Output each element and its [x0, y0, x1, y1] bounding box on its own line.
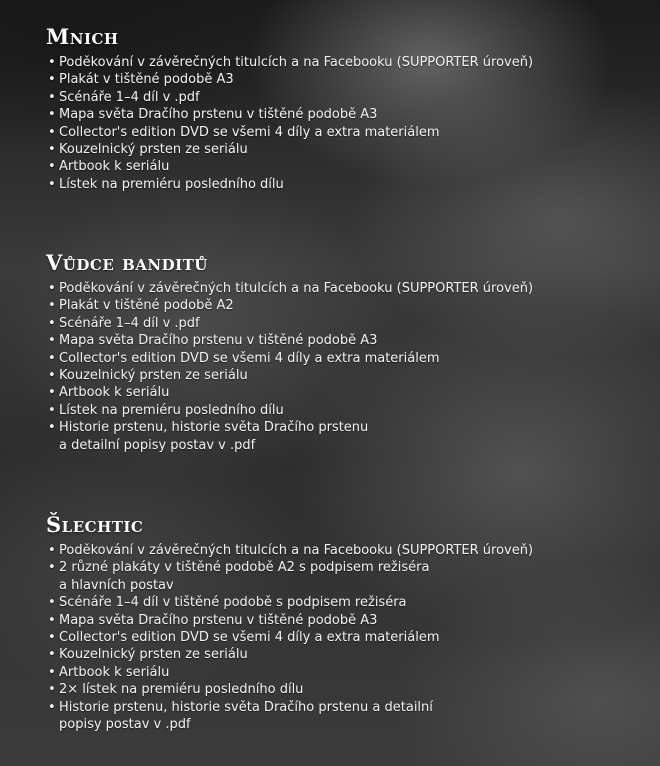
- list-item: [46, 297, 646, 314]
- perk-text: Historie prstenu, historie světa Dračího prstenu a detailní popisy postav v .pdf: [59, 699, 433, 733]
- bullet-icon: •: [48, 124, 56, 140]
- list-item: [46, 664, 646, 681]
- bullet-icon: •: [48, 402, 56, 418]
- list-item: [46, 681, 646, 698]
- perk-list: [46, 54, 646, 193]
- list-item: [46, 419, 646, 454]
- bullet-icon: •: [48, 647, 56, 663]
- list-item: [46, 402, 646, 419]
- perk-list: [46, 280, 646, 454]
- list-item: [46, 629, 646, 646]
- list-item: [46, 646, 646, 663]
- perk-text: Scénáře 1–4 díl v tištěné podobě s podpisem režiséra: [59, 595, 407, 611]
- list-item: [46, 71, 646, 88]
- bullet-icon: •: [48, 630, 56, 646]
- bullet-icon: •: [48, 350, 56, 366]
- list-item: [46, 158, 646, 175]
- perk-text: Collector's edition DVD se všemi 4 díly a extra materiálem: [59, 124, 440, 140]
- perk-text: Mapa světa Dračího prstenu v tištěné podobě A3: [59, 612, 378, 628]
- bullet-icon: •: [48, 298, 56, 314]
- perk-text: Poděkování v závěrečných titulcích a na Facebooku (SUPPORTER úroveň): [59, 55, 534, 70]
- bullet-icon: •: [48, 333, 56, 349]
- perk-text: Lístek na premiéru posledního dílu: [59, 402, 284, 418]
- perk-text: Collector's edition DVD se všemi 4 díly a extra materiálem: [59, 350, 440, 366]
- tier-title: Vůdce banditů: [46, 250, 208, 275]
- bullet-icon: •: [48, 543, 56, 558]
- perk-text: Kouzelnický prsten ze seriálu: [59, 142, 248, 158]
- bullet-icon: •: [48, 159, 56, 175]
- tier-vudce-banditu: [46, 250, 646, 454]
- list-item: [46, 384, 646, 401]
- perk-text: Mapa světa Dračího prstenu v tištěné podobě A3: [59, 333, 378, 349]
- perk-text: Collector's edition DVD se všemi 4 díly a extra materiálem: [59, 630, 440, 646]
- bullet-icon: •: [48, 315, 56, 331]
- list-item: [46, 332, 646, 349]
- perk-text: Kouzelnický prsten ze seriálu: [59, 647, 248, 663]
- list-item: [46, 612, 646, 629]
- bullet-icon: •: [48, 595, 56, 611]
- bullet-icon: •: [48, 664, 56, 680]
- bullet-icon: •: [48, 142, 56, 158]
- tier-title: Šlechtic: [46, 512, 144, 537]
- perk-text: 2× lístek na premiéru posledního dílu: [59, 682, 304, 698]
- perk-text: Historie prstenu, historie světa Dračího prstenu a detailní popisy postav v .pdf: [59, 420, 369, 453]
- bullet-icon: •: [48, 281, 56, 296]
- tier-slechtic: [46, 512, 646, 733]
- bullet-icon: •: [48, 420, 56, 436]
- list-item: [46, 699, 646, 734]
- bullet-icon: •: [48, 55, 56, 70]
- perk-text: Mapa světa Dračího prstenu v tištěné podobě A3: [59, 107, 378, 123]
- bullet-icon: •: [48, 368, 56, 384]
- list-item: [46, 54, 646, 71]
- bullet-icon: •: [48, 385, 56, 401]
- tier-title: Mnich: [46, 24, 119, 49]
- tier-mnich: [46, 24, 646, 193]
- perk-text: Poděkování v závěrečných titulcích a na Facebooku (SUPPORTER úroveň): [59, 281, 534, 296]
- perk-text: Plakát v tištěné podobě A2: [59, 298, 234, 314]
- list-item: [46, 124, 646, 141]
- perk-text: Plakát v tištěné podobě A3: [59, 72, 234, 88]
- perk-text: Poděkování v závěrečných titulcích a na Facebooku (SUPPORTER úroveň): [59, 543, 534, 558]
- list-item: [46, 315, 646, 332]
- perk-text: Artbook k seriálu: [59, 159, 170, 175]
- perk-text: Scénáře 1–4 díl v .pdf: [59, 315, 200, 331]
- bullet-icon: •: [48, 560, 56, 576]
- list-item: [46, 89, 646, 106]
- bullet-icon: •: [48, 699, 56, 715]
- list-item: [46, 141, 646, 158]
- perk-text: Artbook k seriálu: [59, 664, 170, 680]
- perk-text: Kouzelnický prsten ze seriálu: [59, 368, 248, 384]
- perk-list: [46, 542, 646, 733]
- list-item: [46, 542, 646, 559]
- list-item: [46, 594, 646, 611]
- list-item: [46, 106, 646, 123]
- list-item: [46, 559, 646, 594]
- perk-text: 2 různé plakáty v tištěné podobě A2 s podpisem režiséra a hlavních postav: [59, 560, 430, 593]
- bullet-icon: •: [48, 72, 56, 88]
- bullet-icon: •: [48, 176, 56, 192]
- bullet-icon: •: [48, 107, 56, 123]
- perk-text: Lístek na premiéru posledního dílu: [59, 176, 284, 192]
- perk-text: Scénáře 1–4 díl v .pdf: [59, 89, 200, 105]
- bullet-icon: •: [48, 682, 56, 698]
- list-item: [46, 350, 646, 367]
- perk-text: Artbook k seriálu: [59, 385, 170, 401]
- list-item: [46, 367, 646, 384]
- list-item: [46, 280, 646, 297]
- list-item: [46, 176, 646, 193]
- bullet-icon: •: [48, 89, 56, 105]
- bullet-icon: •: [48, 612, 56, 628]
